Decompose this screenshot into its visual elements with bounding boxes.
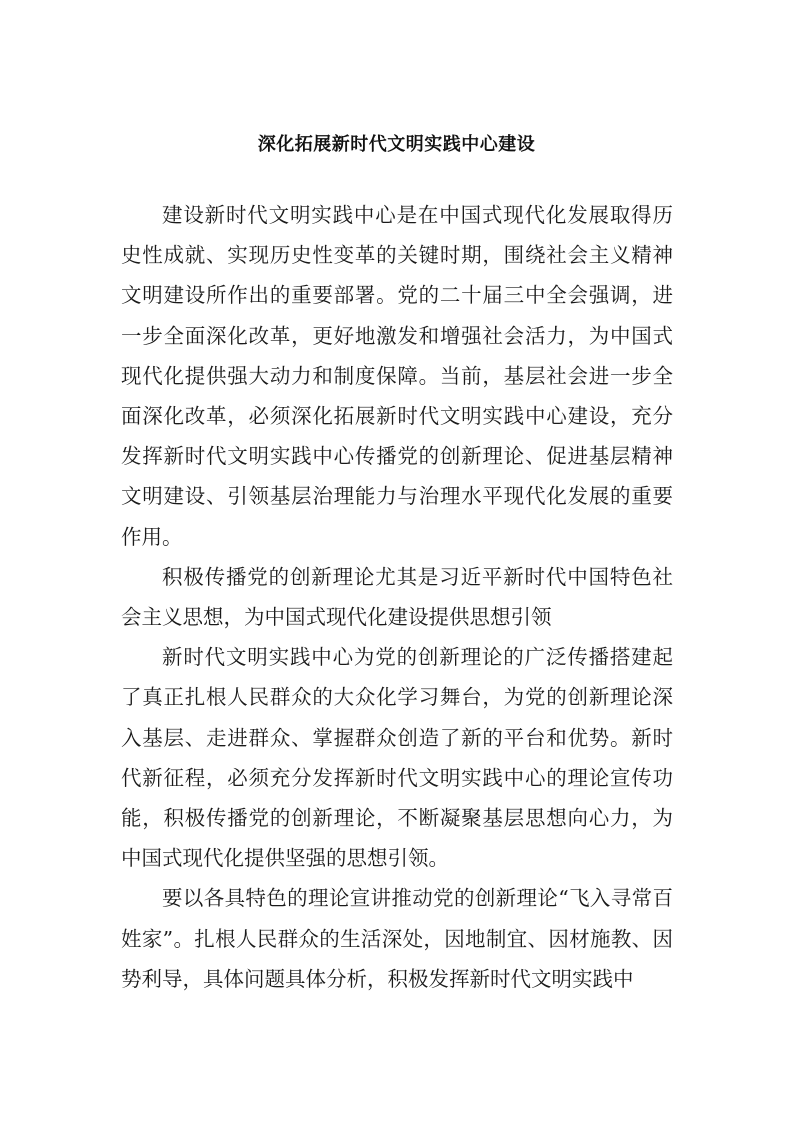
paragraph: 积极传播党的创新理论尤其是习近平新时代中国特色社会主义思想，为中国式现代化建设提供思想引领	[121, 564, 673, 630]
document-body	[121, 195, 673, 999]
paragraph: 新时代文明实践中心为党的创新理论的广泛传播搭建起了真正扎根人民群众的大众化学习舞台，为党的创新理论深入基层、走进群众、掌握群众创造了新的平台和优势。新时代新征程，必须充分发挥新时代文明实践中心的理论宣传功能，积极传播党的创新理论，不断凝聚基层思想向心力，为中国式现代化提供坚强的思想引领。	[121, 645, 673, 871]
paragraph: 要以各具特色的理论宣讲推动党的创新理论“飞入寻常百姓家”。扎根人民群众的生活深处，因地制宜、因材施教、因势利导，具体问题具体分析，积极发挥新时代文明实践中	[121, 886, 673, 991]
paragraph: 建设新时代文明实践中心是在中国式现代化发展取得历史性成就、实现历史性变革的关键时期，围绕社会主义精神文明建设所作出的重要部署。党的二十届三中全会强调，进一步全面深化改革，更好地激发和增强社会活力，为中国式现代化提供强大动力和制度保障。当前，基层社会进一步全面深化改革，必须深化拓展新时代文明实践中心建设，充分发挥新时代文明实践中心传播党的创新理论、促进基层精神文明建设、引领基层治理能力与治理水平现代化发展的重要作用。	[121, 203, 673, 549]
document-title: 深化拓展新时代文明实践中心建设	[257, 134, 536, 155]
